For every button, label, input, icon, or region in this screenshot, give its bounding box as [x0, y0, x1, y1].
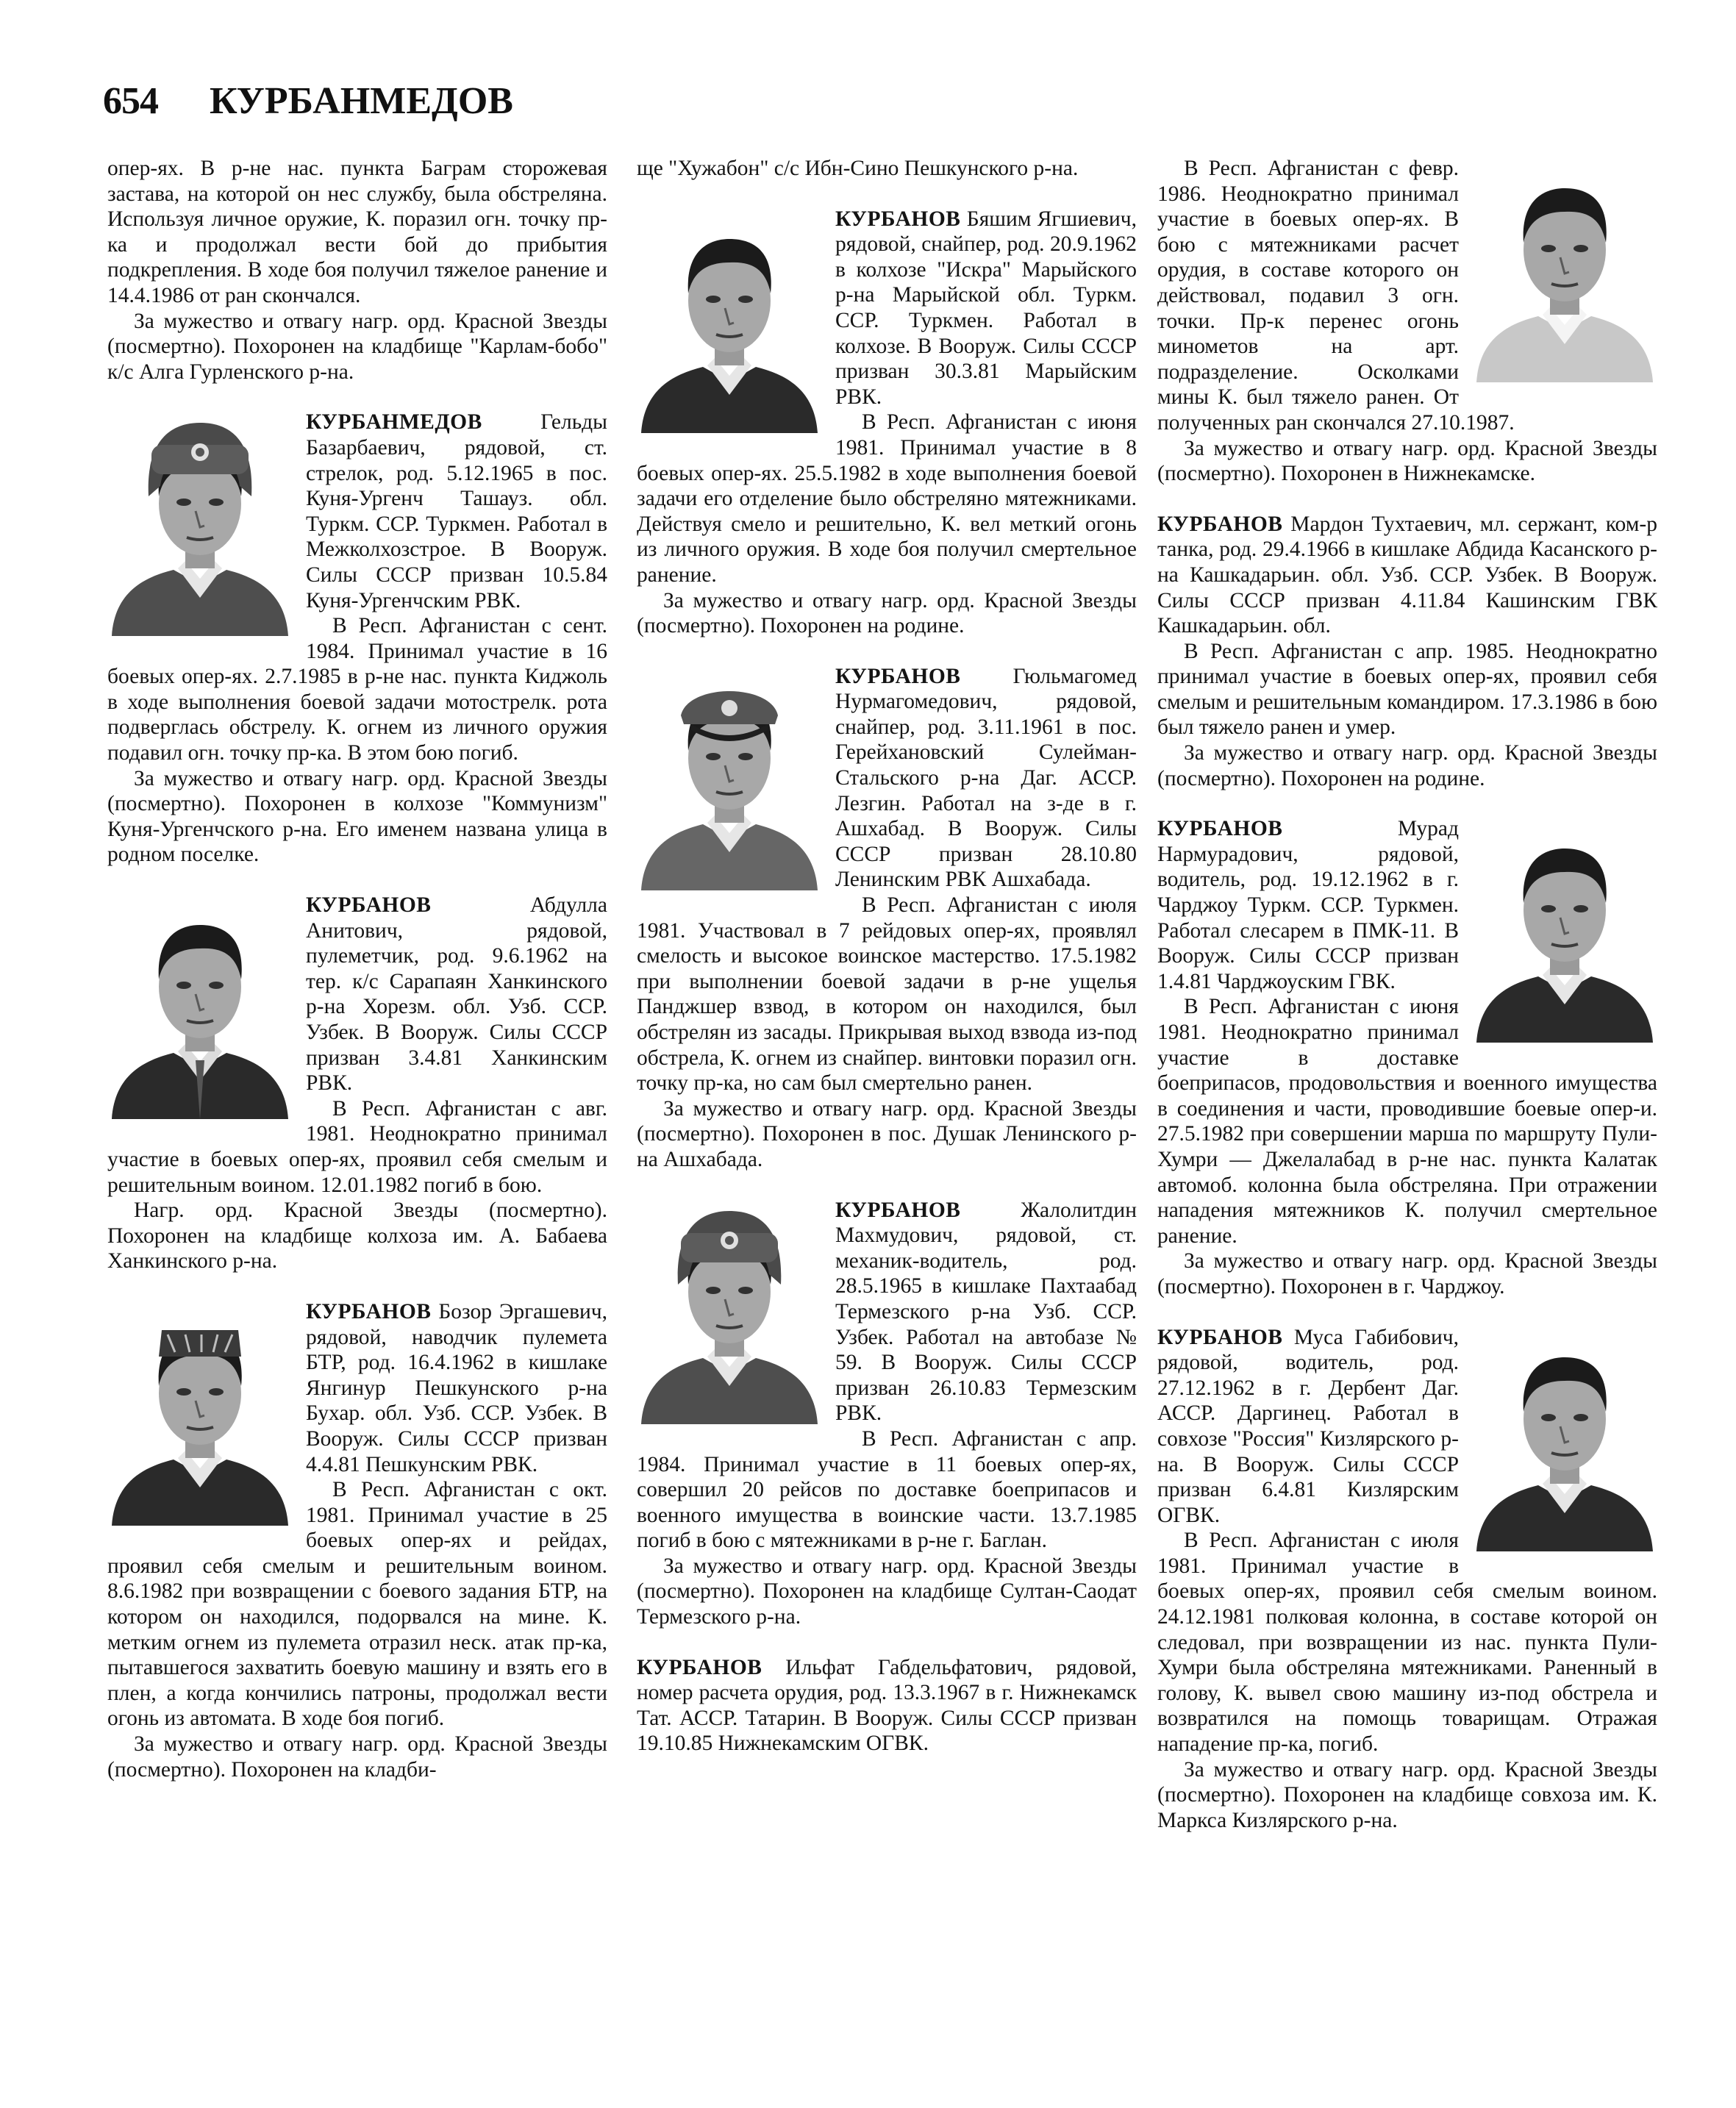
entry-intro-text: Мардон Тухтаевич, мл. сержант, ком-р танка, род. 29.4.1966 в кишлаке Абдида Касанского р-на Кашкадарьин. обл. Узб. ССР. Узбек. В Вооруж. Силы СССР призван 4.11.84 Кашинским ГВК Кашкадарьин. обл.: [1157, 512, 1657, 638]
portrait-image: [637, 670, 822, 890]
entry-surname: КУРБАНМЕДОВ: [306, 410, 482, 435]
entry-paragraph: За мужество и отвагу нагр. орд. Красной Звезды (посмертно). Похоронен на кладбище Султан-Саодат Термезского р-на.: [637, 1554, 1137, 1629]
entry-paragraph: В Респ. Афганистан с июля 1981. Участвовал в 7 рейдовых опер-ях, проявлял смелость и высокое воинское мастерство. 17.5.1982 при выполнении боевой задачи в р-не ущелья Панджшер взвод, в котором он находился, был обстрелян из засады. Прикрывая выход взвода из-под обстрела, К. огнем из снайпер. винтовки поразил огн. точку пр-ка, но сам был смертельно ранен.: [637, 893, 1137, 1096]
entry-intro-text: ще "Хужабон" с/с Ибн-Сино Пешкунского р-на.: [637, 157, 1079, 180]
entry-surname: КУРБАНОВ: [835, 1198, 961, 1222]
entry-intro-text: Ильфат Габдельфатович, рядовой, номер расчета орудия, род. 13.3.1967 в г. Нижнекамск Тат. АССР. Татарин. В Вооруж. Силы СССР призван 19.10.85 Нижнекамским ОГВК.: [637, 1655, 1137, 1756]
entry-intro-text: Мурад Нармурадович, рядовой, водитель, род. 19.12.1962 в г. Чарджоу Туркм. ССР. Туркмен. Работал слесарем в ПМК-11. В Вооруж. Силы СССР призван 1.4.81 Чарджоуским ГВК.: [1157, 817, 1459, 993]
portrait-photo: [637, 212, 822, 433]
entry-paragraph: В Респ. Афганистан с окт. 1981. Принимал участие в 25 боевых опер-ях и рейдах, проявил себя смелым и решительным воином. 8.6.1982 при возвращении с боевого задания БТР, на котором он находился, подорвался на мине. К. метким огнем из пулемета отразил неск. атак пр-ка, пытавшегося захватить боевую машину и взять его в плен, а когда кончились патроны, продолжал вести огонь из автомата. В ходе боя погиб.: [107, 1478, 607, 1731]
entry-paragraph: В Респ. Афганистан с февр. 1986. Неоднократно принимал участие в боевых опер-ях. В бою с мятежниками расчет орудия, в составе которого он действовал, подавил 3 огн. точки. Пр-к перенес огонь минометов на арт. подразделение. Осколками мины К. был тяжело ранен. От полученных ран скончался 27.10.1987.: [1157, 157, 1515, 435]
entry-paragraph: За мужество и отвагу нагр. орд. Красной Звезды (посмертно). Похоронен на кладбище "Карлам-бобо" к/с Алга Гурленского р-на.: [107, 309, 607, 384]
entry-paragraph: За мужество и отвагу нагр. орд. Красной Звезды (посмертно). Похоронен на кладбище совхоза им. К. Маркса Кизлярского р-на.: [1157, 1757, 1657, 1832]
entry-intro-text: Абдулла Анитович, рядовой, пулеметчик, род. 9.6.1962 на тер. к/с Сарапаян Ханкинского р-на Хорезм. обл. Узб. ССР. Узбек. В Вооруж. Силы СССР призван 3.4.81 Ханкинским РВК.: [306, 893, 607, 1096]
entry-intro: [637, 156, 1137, 182]
entry-surname: КУРБАНОВ: [637, 1655, 762, 1679]
biography-entry: [1157, 816, 1657, 1299]
entry-paragraph: За мужество и отвагу нагр. орд. Красной Звезды (посмертно). Похоронен в г. Чарджоу.: [1157, 1249, 1657, 1298]
portrait-image: [1472, 1331, 1657, 1551]
entry-surname: КУРБАНОВ: [1157, 1325, 1283, 1349]
entry-paragraph: В Респ. Афганистан с сент. 1984. Принимал участие в 16 боевых опер-ях. 2.7.1985 в р-не нас. пункта Киджоль в ходе выполнения боевой задачи мотострелк. рота подверглась обстрелу. К. огнем из личного оружия подавил огн. точку пр-ка. В этом бою погиб.: [107, 614, 607, 765]
portrait-photo: [637, 1204, 822, 1424]
entry-surname: КУРБАНОВ: [306, 1299, 432, 1323]
entry-paragraph: В Респ. Афганистан с июня 1981. Неоднократно принимал участие в доставке боеприпасов, продовольствия и военного имущества в соединения и части, проводившие боевые опер-и. 27.5.1982 при совершении марша по маршруту Пули-Хумри — Джелалабад в р-не нас. пункта Калатак автомоб. колонна была обстреляна. При отражении нападения мятежников К. получил смертельное ранение.: [1157, 995, 1657, 1248]
biography-entry: [107, 410, 607, 868]
entry-paragraph: За мужество и отвагу нагр. орд. Красной Звезды (посмертно). Похоронен на родине.: [637, 588, 1137, 638]
entry-intro-text: опер-ях. В р-не нас. пункта Баграм сторожевая застава, на которой он нес службу, была обстреляна. Используя личное оружие, К. поразил огн. точку пр-ка и продолжал вести бой до прибытия подкрепления. В ходе боя получил тяжелое ранение и 14.4.1986 от ран скончался.: [107, 157, 607, 307]
entry-surname: КУРБАНОВ: [306, 893, 432, 918]
entry-intro-text: Муса Габибович, рядовой, водитель, род. 27.12.1962 в г. Дербент Даг. АССР. Даргинец. Работал в совхозе "Россия" Кизлярского р-на. В Вооруж. Силы СССР призван 6.4.81 Кизлярским ОГВК.: [1157, 1325, 1459, 1527]
portrait-image: [107, 415, 293, 636]
column-2: [637, 156, 1137, 1757]
entry-paragraph: За мужество и отвагу нагр. орд. Красной Звезды (посмертно). Похоронен в Нижнекамске.: [1157, 436, 1657, 486]
entry-paragraph: В Респ. Афганистан с июня 1981. Принимал участие в 8 боевых опер-ях. 25.5.1982 в ходе выполнения боевой задачи его отделение было обстреляно мятежниками. Действуя смело и решительно, К. вел меткий огонь из личного оружия. В ходе боя получил смертельное ранение.: [637, 410, 1137, 587]
entry-surname: КУРБАНОВ: [835, 664, 961, 688]
biography-entry: [637, 664, 1137, 1173]
portrait-image: [107, 1305, 293, 1526]
entry-intro-text: Гюльмагомед Нурмагомедович, рядовой, снайпер, род. 3.11.1961 в пос. Герейхановский Сулейман-Стальского р-на Даг. АССР. Лезгин. Работал на з-де в г. Ашхабад. В Вооруж. Силы СССР призван 28.10.80 Ленинским РВК Ашхабада.: [835, 664, 1137, 892]
entry-paragraph: В Респ. Афганистан с июля 1981. Принимал участие в боевых опер-ях, проявил себя смелым воином. 24.12.1981 полковая колонна, в составе которой он следовал, при возвращении из нас. пункта Пули-Хумри была обстреляна мятежниками. Раненный в голову, К. вывел свою машину из-под обстрела и возвратился на помощь товарищам. Отражая нападение пр-ка, погиб.: [1157, 1529, 1657, 1757]
portrait-photo: [1472, 822, 1657, 1043]
page-header: [103, 79, 513, 123]
running-head: КУРБАНМЕДОВ: [210, 80, 513, 122]
entry-paragraph: В Респ. Афганистан с апр. 1985. Неоднократно принимал участие в боевых опер-ях, проявил себя смелым и решительным командиром. 17.3.1986 в бою был тяжело ранен и умер.: [1157, 639, 1657, 740]
portrait-image: [1472, 822, 1657, 1043]
biography-entry: [107, 893, 607, 1274]
biography-entry: [107, 1299, 607, 1782]
portrait-photo: [107, 1305, 293, 1526]
entry-surname: КУРБАНОВ: [1157, 817, 1283, 841]
portrait-photo: [107, 898, 293, 1119]
biography-entry: [637, 207, 1137, 639]
biography-entry: [1157, 156, 1657, 487]
portrait-photo: [107, 415, 293, 636]
portrait-photo: [1472, 1331, 1657, 1551]
column-1: [107, 156, 607, 1782]
entry-paragraph: За мужество и отвагу нагр. орд. Красной Звезды (посмертно). Похоронен на кладби-: [107, 1732, 607, 1782]
entry-intro: [1157, 512, 1657, 639]
biography-entry: [1157, 512, 1657, 792]
entry-surname: КУРБАНОВ: [835, 207, 961, 231]
portrait-image: [637, 1204, 822, 1424]
entry-intro-text: Жалолитдин Махмудович, рядовой, ст. механик-водитель, род. 28.5.1965 в кишлаке Пахтаабад Термезского р-на Узб. ССР. Узбек. Работал на автобазе № 59. В Вооруж. Силы СССР призван 26.10.83 Термезским РВК.: [835, 1198, 1137, 1426]
biography-entry: [637, 1655, 1137, 1757]
entry-paragraph: За мужество и отвагу нагр. орд. Красной Звезды (посмертно). Похоронен на родине.: [1157, 741, 1657, 790]
entry-paragraph: В Респ. Афганистан с апр. 1984. Принимал участие в 11 боевых опер-ях, совершил 20 рейсов по доставке боеприпасов и военного имущества в воинские части. 13.7.1985 погиб в бою с мятежниками в р-не г. Баглан.: [637, 1426, 1137, 1553]
biography-entry: [637, 1198, 1137, 1630]
column-3: [1157, 156, 1657, 1833]
biography-entry: [1157, 1325, 1657, 1834]
portrait-image: [1472, 162, 1657, 382]
portrait-photo: [1472, 162, 1657, 382]
entry-intro: [107, 156, 607, 309]
portrait-image: [637, 212, 822, 433]
entry-intro-text: Бозор Эргашевич, рядовой, наводчик пулемета БТР, род. 16.4.1962 в кишлаке Янгинур Пешкунского р-на Бухар. обл. Узб. ССР. Узбек. В Вооруж. Силы СССР призван 4.4.81 Пешкунским РВК.: [306, 1299, 608, 1476]
entry-paragraph: За мужество и отвагу нагр. орд. Красной Звезды (посмертно). Похоронен в колхозе "Коммунизм" Куня-Ургенчского р-на. Его именем названа улица в родном поселке.: [107, 766, 607, 867]
entry-surname: КУРБАНОВ: [1157, 512, 1283, 536]
biography-entry: [107, 156, 607, 385]
entry-paragraph: В Респ. Афганистан с авг. 1981. Неоднократно принимал участие в боевых опер-ях, проявил себя смелым и решительным воином. 12.01.1982 погиб в бою.: [107, 1096, 607, 1197]
entry-intro: [637, 1655, 1137, 1757]
entry-paragraph: За мужество и отвагу нагр. орд. Красной Звезды (посмертно). Похоронен в пос. Душак Ленинского р-на Ашхабада.: [637, 1096, 1137, 1171]
biography-entry: [637, 156, 1137, 182]
entry-intro-text: Бяшим Ягшиевич, рядовой, снайпер, род. 20.9.1962 в колхозе "Искра" Марыйского р-на Марыйской обл. Туркм. ССР. Туркмен. Работал в колхозе. В Вооруж. Силы СССР призван 30.3.81 Марыйским РВК.: [835, 207, 1137, 409]
portrait-image: [107, 898, 293, 1119]
entry-intro-text: Гельды Базарбаевич, рядовой, ст. стрелок, род. 5.12.1965 в пос. Куня-Ургенч Ташауз. обл. Туркм. ССР. Туркмен. Работал в Межколхозстрое. В Вооруж. Силы СССР призван 10.5.84 Куня-Ургенчским РВК.: [306, 410, 607, 612]
portrait-photo: [637, 670, 822, 890]
entry-paragraph: Нагр. орд. Красной Звезды (посмертно). Похоронен на кладбище колхоза им. А. Бабаева Ханкинского р-на.: [107, 1198, 607, 1273]
page-number: 654: [103, 80, 158, 122]
